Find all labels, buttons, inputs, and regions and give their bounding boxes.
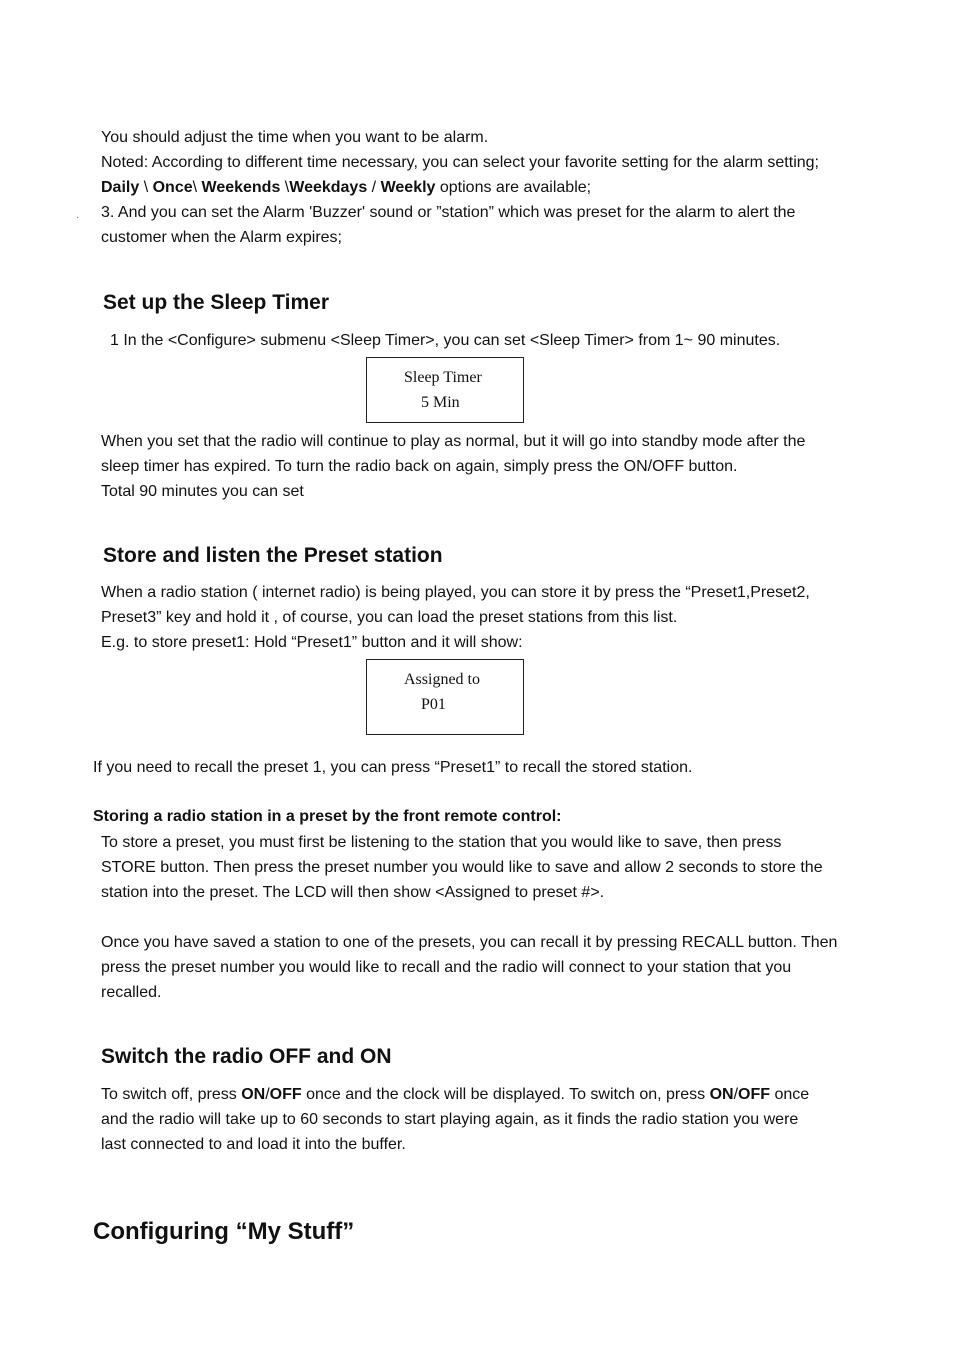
- sleep-body-line-1: When you set that the radio will continue to play as normal, but it will go into standby mode after the: [101, 433, 806, 450]
- switch-line-3: last connected to and load it into the buffer.: [101, 1136, 406, 1153]
- switch-paragraph: [101, 1082, 891, 1157]
- preset-lcd: [366, 659, 524, 735]
- sleep-body-line-2: sleep timer has expired. To turn the radio back on again, simply press the ON/OFF button.: [101, 458, 738, 475]
- option-weekends: Weekends: [201, 179, 281, 196]
- preset-body: [101, 580, 891, 655]
- option-once: Once: [152, 179, 193, 196]
- my-stuff-heading: Configuring “My Stuff”: [93, 1218, 355, 1245]
- switch-line-1: [101, 1082, 891, 1107]
- slash: /: [733, 1086, 739, 1103]
- bullet-mark: ·: [76, 212, 80, 223]
- alarm-line-1: You should adjust the time when you want to be alarm.: [101, 129, 489, 146]
- sleep-intro: 1 In the <Configure> submenu <Sleep Timer>, you can set <Sleep Timer> from 1~ 90 minutes.: [110, 332, 781, 349]
- store-paragraph: [101, 830, 891, 905]
- separator: \: [192, 179, 202, 196]
- preset-heading: Store and listen the Preset station: [103, 544, 443, 567]
- separator: \: [280, 179, 290, 196]
- alarm-line-2: Noted: According to different time necessary, you can select your favorite setting for the alarm setting;: [101, 154, 819, 171]
- switch-heading: Switch the radio OFF and ON: [101, 1045, 392, 1068]
- off-label: OFF: [738, 1086, 771, 1103]
- separator: /: [367, 179, 381, 196]
- store-line-1: To store a preset, you must first be listening to the station that you would like to save, then press: [101, 834, 782, 851]
- recall-line-3: recalled.: [101, 984, 162, 1001]
- lcd-line-1: Assigned to: [404, 671, 480, 688]
- option-daily: Daily: [101, 179, 140, 196]
- store-line-3: station into the preset. The LCD will then show <Assigned to preset #>.: [101, 884, 605, 901]
- sleep-timer-lcd: [366, 357, 524, 423]
- alarm-step3-line-2: customer when the Alarm expires;: [101, 229, 342, 246]
- options-tail: options are available;: [435, 179, 592, 196]
- text: once and the clock will be displayed. To switch on, press: [301, 1086, 710, 1103]
- preset-body-line-3: E.g. to store preset1: Hold “Preset1” button and it will show:: [101, 634, 523, 651]
- option-weekly: Weekly: [380, 179, 436, 196]
- on-label: ON: [709, 1086, 734, 1103]
- preset-recall-note: If you need to recall the preset 1, you can press “Preset1” to recall the stored station.: [93, 759, 693, 776]
- alarm-options-line: [101, 175, 891, 200]
- option-weekdays: Weekdays: [289, 179, 368, 196]
- alarm-step3-line-1: 3. And you can set the Alarm 'Buzzer' sound or ”station” which was preset for the alarm to alert the: [101, 204, 796, 221]
- separator: \: [139, 179, 153, 196]
- store-line-2: STORE button. Then press the preset number you would like to save and allow 2 seconds to store the: [101, 859, 823, 876]
- sleep-body-line-3: Total 90 minutes you can set: [101, 483, 304, 500]
- preset-body-line-1: When a radio station ( internet radio) is being played, you can store it by press the “Preset1,Preset2,: [101, 584, 810, 601]
- text: once: [770, 1086, 810, 1103]
- sleep-timer-heading: Set up the Sleep Timer: [103, 291, 330, 314]
- sleep-body: [101, 429, 891, 504]
- recall-line-1: Once you have saved a station to one of the presets, you can recall it by pressing RECALL button. Then: [101, 934, 838, 951]
- slash: /: [265, 1086, 270, 1103]
- switch-line-2: and the radio will take up to 60 seconds to start playing again, as it finds the radio station you were: [101, 1111, 799, 1128]
- lcd-line-1: Sleep Timer: [404, 369, 482, 386]
- preset-body-line-2: Preset3” key and hold it , of course, you can load the preset stations from this list.: [101, 609, 678, 626]
- off-label: OFF: [269, 1086, 302, 1103]
- recall-line-2: press the preset number you would like to recall and the radio will connect to your station that you: [101, 959, 792, 976]
- remote-store-heading: Storing a radio station in a preset by the front remote control:: [93, 808, 562, 825]
- on-label: ON: [241, 1086, 266, 1103]
- text: To switch off, press: [101, 1086, 242, 1103]
- recall-paragraph: [101, 930, 891, 1005]
- lcd-line-2: P01: [421, 696, 446, 713]
- alarm-paragraph: [101, 125, 891, 250]
- lcd-line-2: 5 Min: [421, 394, 460, 411]
